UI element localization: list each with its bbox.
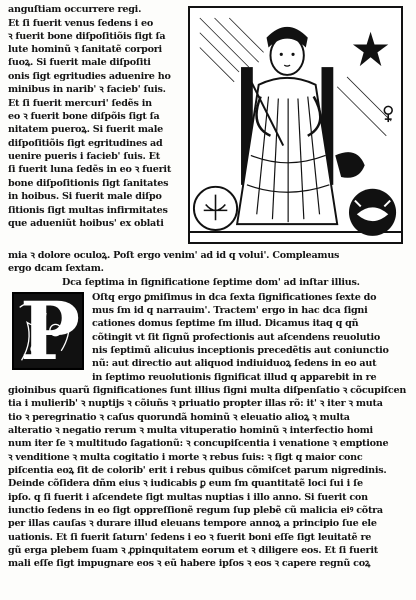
- text-line: nũ: aut directio aut aliquod indiuiduoꝝ ſedens in eo aut: [92, 358, 377, 369]
- text-line: nis ſeptimũ alicuius inceptionis precedẽtis aut coniunctio: [92, 345, 389, 356]
- text-line: Et ſi fuerit mercuri' ſedẽs in: [8, 98, 152, 109]
- text-line: Et ſi fuerit venus ſedens i eo: [8, 18, 153, 29]
- text-line: Oſtq ergo ꝑmiſimus in dca ſexta ſignificationes ſexte do: [92, 292, 377, 303]
- section-heading: Dca ſeptima in ſignificatione ſeptime dom' ad inſtar illius.: [62, 277, 360, 288]
- text-line: diſpoſitiõis ſigt egritudines ad: [8, 138, 163, 149]
- text-line: ergo dcam ſextam.: [8, 263, 104, 274]
- text-line: mus ſm id q narrauim'. Tractem' ergo in hac dca ſigni: [92, 305, 368, 316]
- text-line: ſitionis ſigt multas infirmitates: [8, 205, 168, 216]
- text-line: mali eſſe ſigt impugnare eos ꝛ eũ habere ipſos ꝛ eos ꝛ capere regnũ coꝝ: [8, 558, 371, 569]
- text-line: bone diſpoſitionis ſigt ſanitates: [8, 178, 169, 189]
- text-line: uationis. Et ſi fuerit ſaturn' ſedens i eo ꝛ fuerit boni eſſe ſigt leuitatẽ re: [8, 532, 372, 543]
- text-line: eo ꝛ fuerit bone diſpõis ſigt ſa: [8, 111, 160, 122]
- woodcut-illustration: [188, 6, 403, 244]
- text-line: ipſo. q ſi fuerit i aſcendete ſigt multas nuptias i illo anno. Si fuerit con: [8, 492, 368, 503]
- text-line: onis ſigt egritudies aduenire ho: [8, 71, 171, 82]
- text-line: iunctio ſedens in eo ſigt oppreſſionẽ regum ſup plebẽ cũ malicia eiꝰ cõtra: [8, 505, 383, 516]
- text-line: ſi fuerit luna ſedẽs in eo ꝛ fuerit: [8, 164, 171, 175]
- text-line: mia ꝛ dolore oculoꝝ. Poſt ergo venim' ad id q volui'. Compleamus: [8, 250, 340, 261]
- text-line: cationes domus ſeptime ſm illud. Dicamus itaq q qñ: [92, 318, 359, 329]
- text-line: in ſeptimo reuolutionis ſignificat illud q apparebit in re: [92, 372, 377, 383]
- text-line: ꝛ venditione ꝛ multa cogitatio i morte ꝛ rebus ſuis: ꝛ ſigt q maior conc: [8, 452, 363, 463]
- text-line: que adueniũt hoibus' ex oblati: [8, 218, 164, 229]
- text-line: in hoibus. Si fuerit male diſpo: [8, 191, 162, 202]
- text-line: Deinde cõſidera dñm eius ꝛ iudicabis ꝑ eum ſm quantitatẽ loci ſui i ſe: [8, 478, 363, 489]
- initial-letter: P: [20, 292, 81, 370]
- text-line: alteratio ꝛ negatio rerum ꝛ multa vituperatio hominũ ꝛ interfectio homi: [8, 425, 373, 436]
- text-line: per illas cauſas ꝛ durare illud eleuans tempore annoꝝ a principio ſue ele: [8, 518, 377, 529]
- text-line: minibus in narib' ꝛ facieb' ſuis.: [8, 84, 166, 95]
- decorated-initial: [12, 292, 84, 370]
- woodcut-figure-image: [190, 8, 401, 242]
- text-line: gũ erga plebem ſuam ꝛ ꝓpinquitatem eorum et ꝛ diligere eos. Et ſi fuerit: [8, 545, 378, 556]
- text-line: num iter ſe ꝛ multitudo ſagationũ: ꝛ concupiſcentia i venatione ꝛ emptione: [8, 438, 389, 449]
- text-line: uenire pueris i facieb' ſuis. Et: [8, 151, 160, 162]
- text-line: gioinibus quarũ ſignificationes ſunt illius ſigni multa diſpenſatio ꝛ cõcupiſcen: [8, 385, 407, 396]
- text-line: cõtingit vt ſit ſignũ profectionis aut aſcendens reuolutio: [92, 332, 381, 343]
- text-line: tia i mulierib' ꝛ nuptijs ꝛ cõiuñs ꝛ priuatio propter illas rõ: it' ꝛ iter ꝛ muta: [8, 398, 383, 409]
- text-line: nitatem pueroꝝ. Si fuerit male: [8, 124, 163, 135]
- text-line: tio ꝛ peregrinatio ꝛ caſus quorundã hominũ ꝛ eleuatio alioꝝ ꝛ multa: [8, 412, 350, 423]
- text-line: anguſtiam occurrere regi.: [8, 4, 142, 15]
- text-line: piſcentia eoꝝ ſit de colorib' erit i rebus quibus cõmiſcet parum nigredinis.: [8, 465, 387, 476]
- text-line: ꝛ fuerit bone diſpoſitiõis ſigt ſa: [8, 31, 166, 42]
- text-line: lute hominũ ꝛ ſanitatẽ corpori: [8, 44, 162, 55]
- text-line: ſuoꝝ. Si fuerit male diſpoſiti: [8, 57, 151, 68]
